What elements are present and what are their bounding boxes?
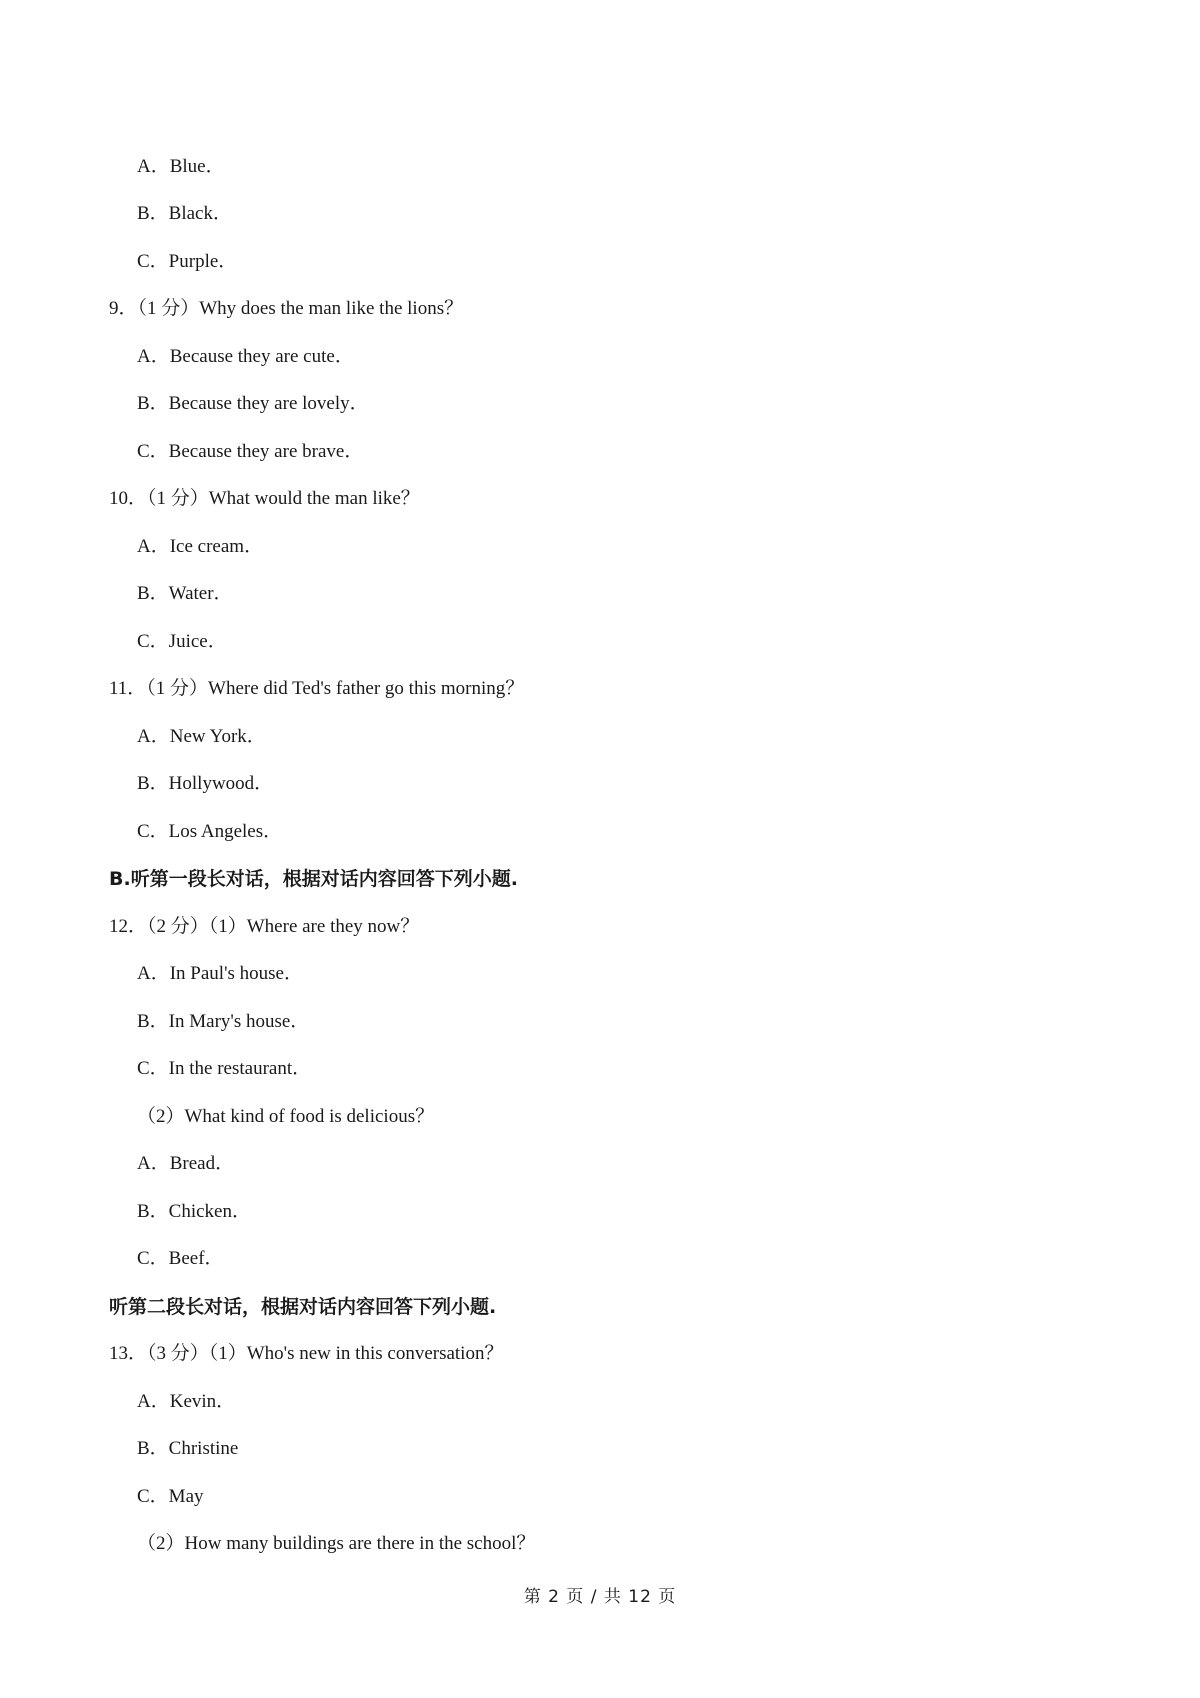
q8-option-b: B．Black． bbox=[137, 203, 232, 224]
q11-option-c: C．Los Angeles． bbox=[137, 821, 283, 842]
q12-sub2-option-b: B．Chicken． bbox=[137, 1201, 251, 1222]
q10-option-b: B．Water． bbox=[137, 583, 233, 604]
q10-question: 10．（1 分）What would the man like？ bbox=[109, 488, 420, 509]
q12-option-a: A．In Paul's house． bbox=[137, 963, 303, 984]
q12-sub2-option-a: A．Bread． bbox=[137, 1153, 235, 1174]
q13-option-c: C．May bbox=[137, 1486, 204, 1507]
q11-option-a: A．New York． bbox=[137, 726, 266, 747]
q13-option-a: A．Kevin． bbox=[137, 1391, 236, 1412]
q9-option-a: A．Because they are cute． bbox=[137, 346, 354, 367]
q13-sub2-question: （2）How many buildings are there in the school？ bbox=[137, 1533, 536, 1554]
q8-option-a: A．Blue． bbox=[137, 156, 225, 177]
q9-option-b: B．Because they are lovely． bbox=[137, 393, 369, 414]
q12-sub2-question: （2）What kind of food is delicious？ bbox=[137, 1106, 435, 1127]
q13-question: 13．（3 分）（1）Who's new in this conversation？ bbox=[109, 1343, 504, 1364]
section-b-heading: B.听第一段长对话，根据对话内容回答下列小题. bbox=[109, 868, 518, 890]
page-footer: 第 2 页 / 共 12 页 bbox=[523, 1587, 677, 1607]
q11-question: 11．（1 分）Where did Ted's father go this morning？ bbox=[109, 678, 525, 699]
q12-option-c: C．In the restaurant． bbox=[137, 1058, 312, 1079]
q10-option-a: A．Ice cream． bbox=[137, 536, 264, 557]
q10-option-c: C．Juice． bbox=[137, 631, 227, 652]
q8-option-c: C．Purple． bbox=[137, 251, 238, 272]
q12-question: 12．（2 分）（1）Where are they now？ bbox=[109, 916, 420, 937]
q13-option-b: B．Christine bbox=[137, 1438, 239, 1459]
q9-option-c: C．Because they are brave． bbox=[137, 441, 364, 462]
q12-option-b: B．In Mary's house． bbox=[137, 1011, 310, 1032]
q9-question: 9．（1 分）Why does the man like the lions？ bbox=[109, 298, 464, 319]
section-2-heading: 听第二段长对话，根据对话内容回答下列小题. bbox=[109, 1296, 497, 1318]
q11-option-b: B．Hollywood． bbox=[137, 773, 274, 794]
q12-sub2-option-c: C．Beef． bbox=[137, 1248, 224, 1269]
